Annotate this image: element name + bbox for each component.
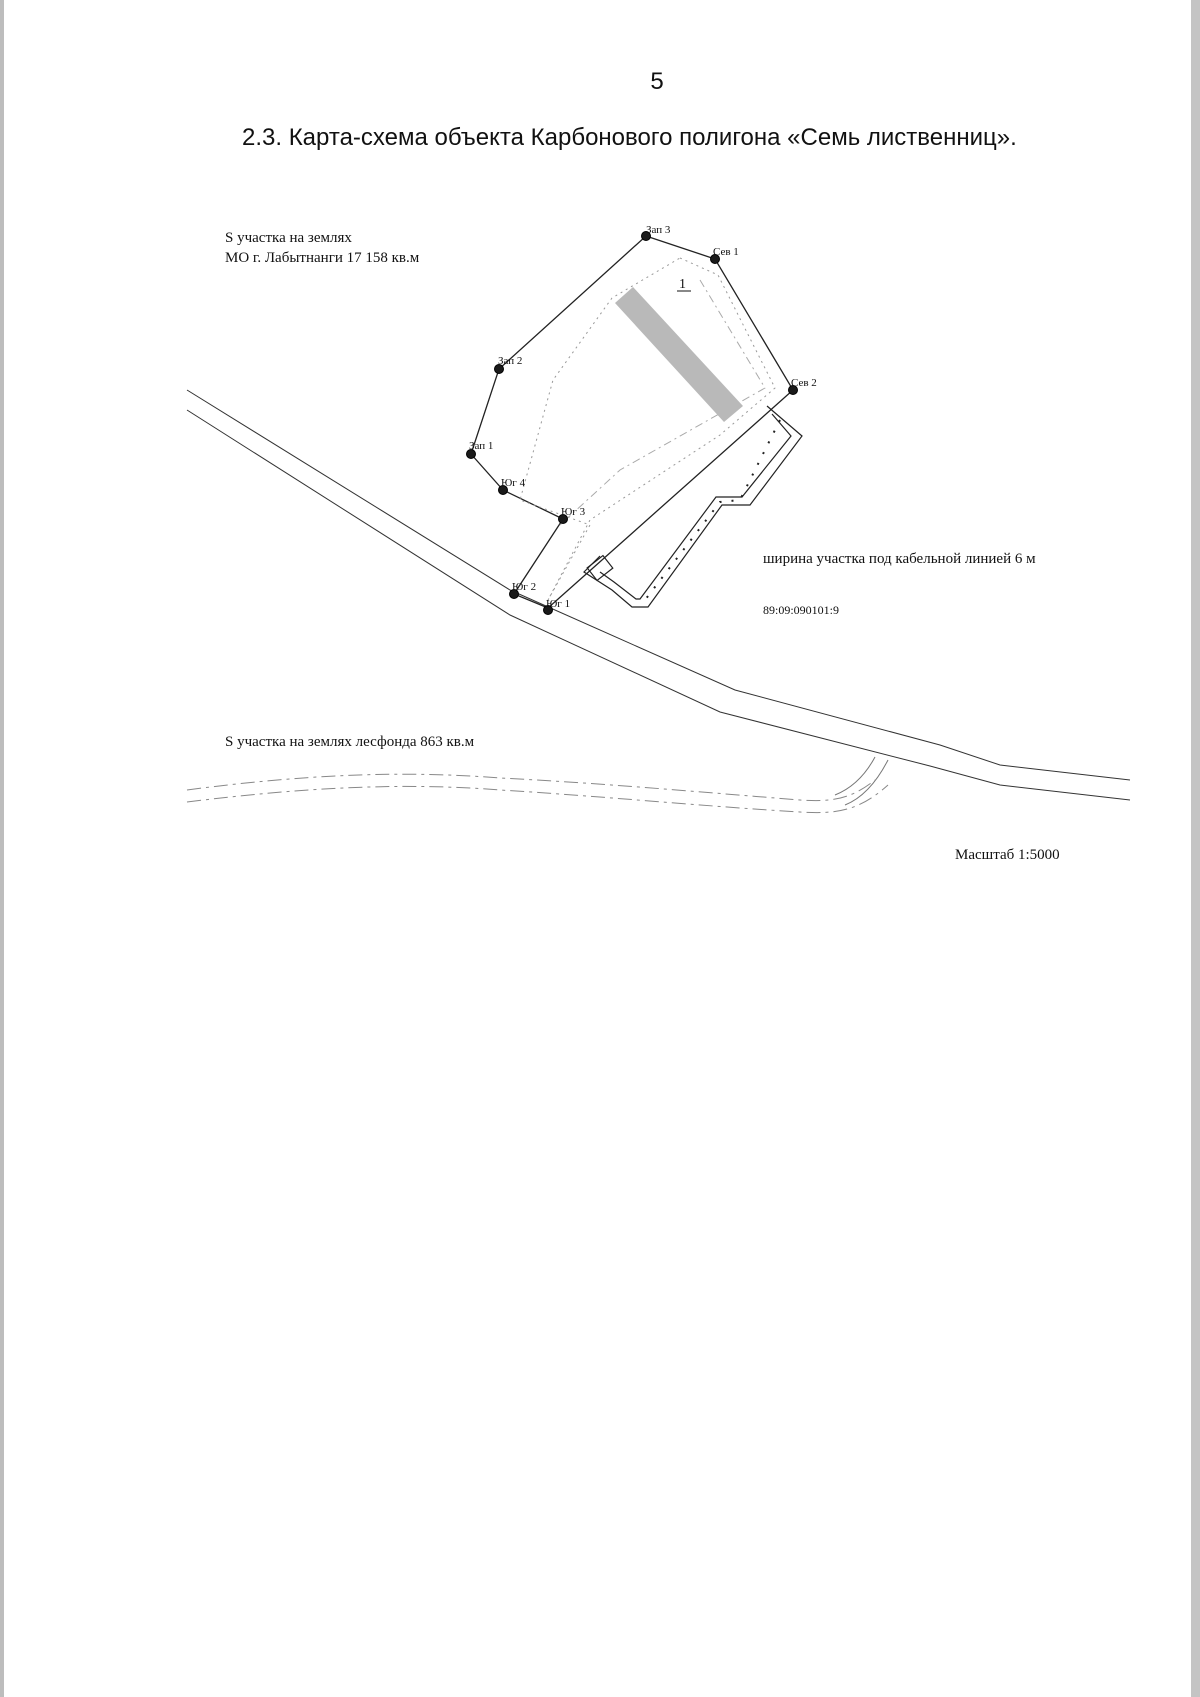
label-yug1: Юг 1	[546, 598, 571, 610]
label-sev1: Сев 1	[713, 246, 739, 258]
cable-corridor	[584, 406, 802, 607]
label-zap3: Зап 3	[646, 224, 671, 236]
map-scale: Масштаб 1:5000	[955, 847, 1060, 863]
label-sev2: Сев 2	[791, 377, 817, 389]
label-yug2: Юг 2	[512, 581, 537, 593]
cadastral-number: 89:09:090101:9	[763, 603, 840, 617]
cable-width-note: ширина участка под кабельной линией 6 м	[763, 551, 1036, 567]
forest-boundary	[187, 774, 888, 812]
label-zap1: Зап 1	[469, 440, 494, 452]
area-forest-note: S участка на землях лесфонда 863 кв.м	[225, 734, 475, 750]
label-yug3: Юг 3	[561, 506, 586, 518]
structure-bar	[615, 287, 743, 422]
document-heading: 2.3. Карта-схема объекта Карбонового полигона «Семь лиственниц».	[242, 124, 1017, 151]
map-marker: 1	[679, 277, 686, 292]
cable-line	[645, 420, 780, 600]
page-number: 5	[650, 68, 664, 95]
label-zap2: Зап 2	[498, 355, 523, 367]
area-municipal-line1: S участка на землях	[225, 230, 352, 246]
area-municipal-line2: МО г. Лабытнанги 17 158 кв.м	[225, 250, 420, 266]
label-yug4: Юг 4	[501, 477, 526, 489]
